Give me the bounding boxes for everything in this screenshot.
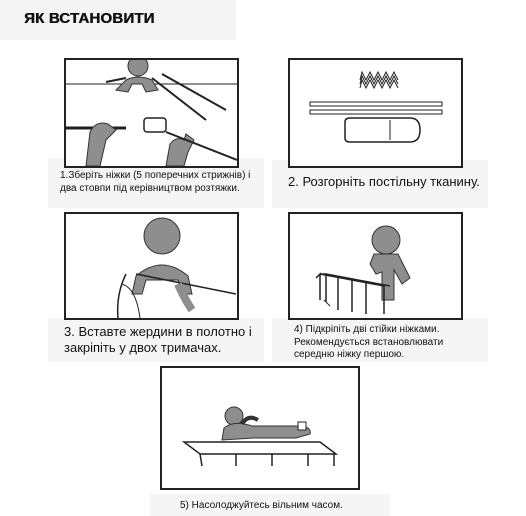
step-1-illustration — [64, 58, 239, 168]
page-title: ЯК ВСТАНОВИТИ — [24, 10, 155, 27]
step-4-caption: 4) Підкріпіть дві стійки ніжками. Рекомендується встановлювати середню ніжку першою. — [294, 324, 444, 360]
step-5-illustration — [160, 366, 360, 490]
step-5-caption: 5) Насолоджуйтесь вільним часом. — [180, 500, 343, 511]
step-2-illustration — [288, 58, 463, 168]
step-3-caption: 3. Вставте жердини в полотно і закріпіть у двох тримачах. — [64, 324, 252, 356]
step-2-caption: 2. Розгорніть постільну тканину. — [288, 174, 480, 189]
step-4-illustration — [288, 212, 463, 320]
step-1-caption: 1.Зберіть ніжки (5 поперечних стрижнів) і два стовпи під керівництвом розтяжки. — [60, 170, 251, 194]
step-3-illustration — [64, 212, 239, 320]
